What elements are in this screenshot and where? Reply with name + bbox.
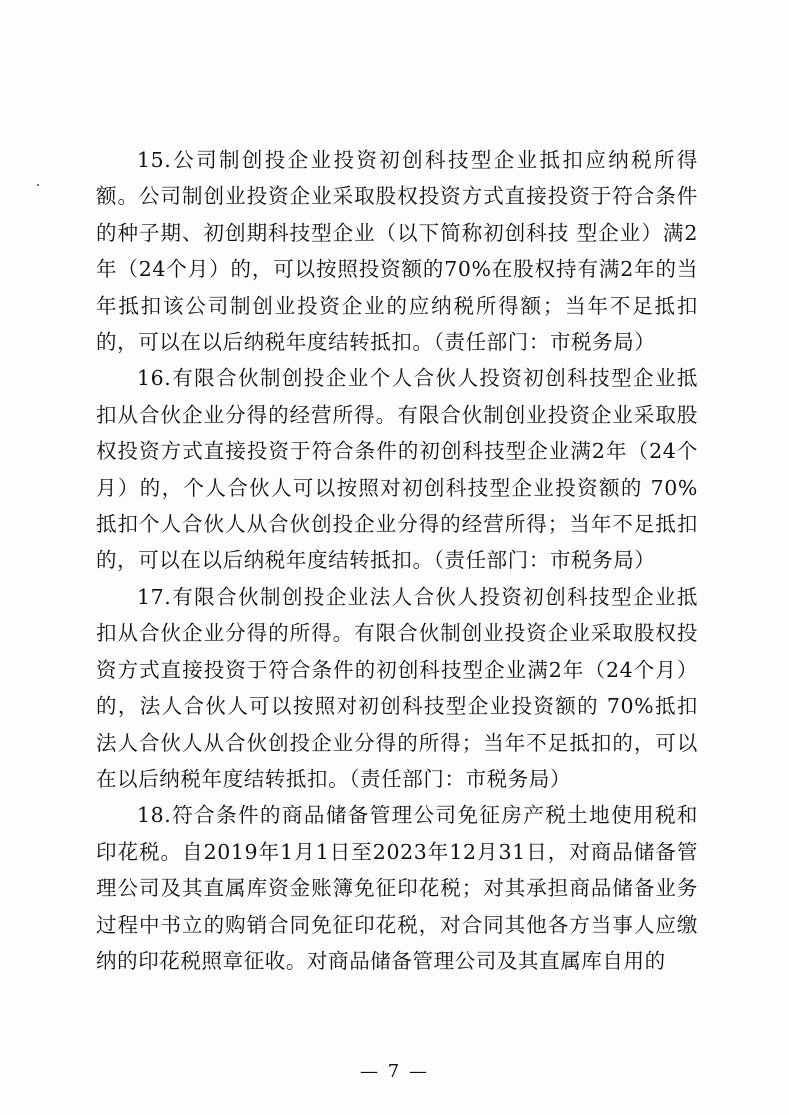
paragraph-item-18: 18.符合条件的商品储备管理公司免征房产税土地使用税和印花税。自2019年1月1日至2023年12月31日，对商品储备管理公司及其直属库资金账簿免征印花税；对其承担商品储备业务过程中书立的购销合同免征印花税，对合同其他各方当事人应缴纳的印花税照章征收。对商品储备管理公司及其直属库自用的 — [96, 803, 698, 973]
paragraph-item-17: 17.有限合伙制创投企业法人合伙人投资初创科技型企业抵扣从合伙企业分得的所得。有限合伙制创业投资企业采取股权投资方式直接投资于符合条件的初创科技型企业满2年（24个月）的，法人合伙人可以按照对初创科技型企业投资额的 70%抵扣法人合伙人从合伙创投企业分得的所得；当年不足抵扣的，可以在以后纳税年度结转抵扣。（责任部门：市税务局） — [96, 584, 698, 791]
scan-speck — [37, 184, 39, 186]
paragraph-item-15: 15.公司制创投企业投资初创科技型企业抵扣应纳税所得额。公司制创业投资企业采取股权投资方式直接投资于符合条件的种子期、初创期科技型企业（以下简称初创科技 型企业）满2年（24个月）的，可以按照投资额的70%在股权持有满2年的当年抵扣该公司制创业投资企业的应纳税所得额；当年不足抵扣的，可以在以后纳税年度结转抵扣。（责任部门：市税务局） — [96, 148, 698, 355]
paragraph-item-16: 16.有限合伙制创投企业个人合伙人投资初创科技型企业抵扣从合伙企业分得的经营所得。有限合伙制创业投资企业采取股权投资方式直接投资于符合条件的初创科技型企业满2年（24个月）的，个人合伙人可以按照对初创科技型企业投资额的 70%抵扣个人合伙人从合伙创投企业分得的经营所得；当年不足抵扣的，可以在以后纳税年度结转抵扣。（责任部门：市税务局） — [96, 366, 698, 573]
document-body — [96, 142, 698, 979]
page-number: — 7 — — [360, 1061, 429, 1082]
